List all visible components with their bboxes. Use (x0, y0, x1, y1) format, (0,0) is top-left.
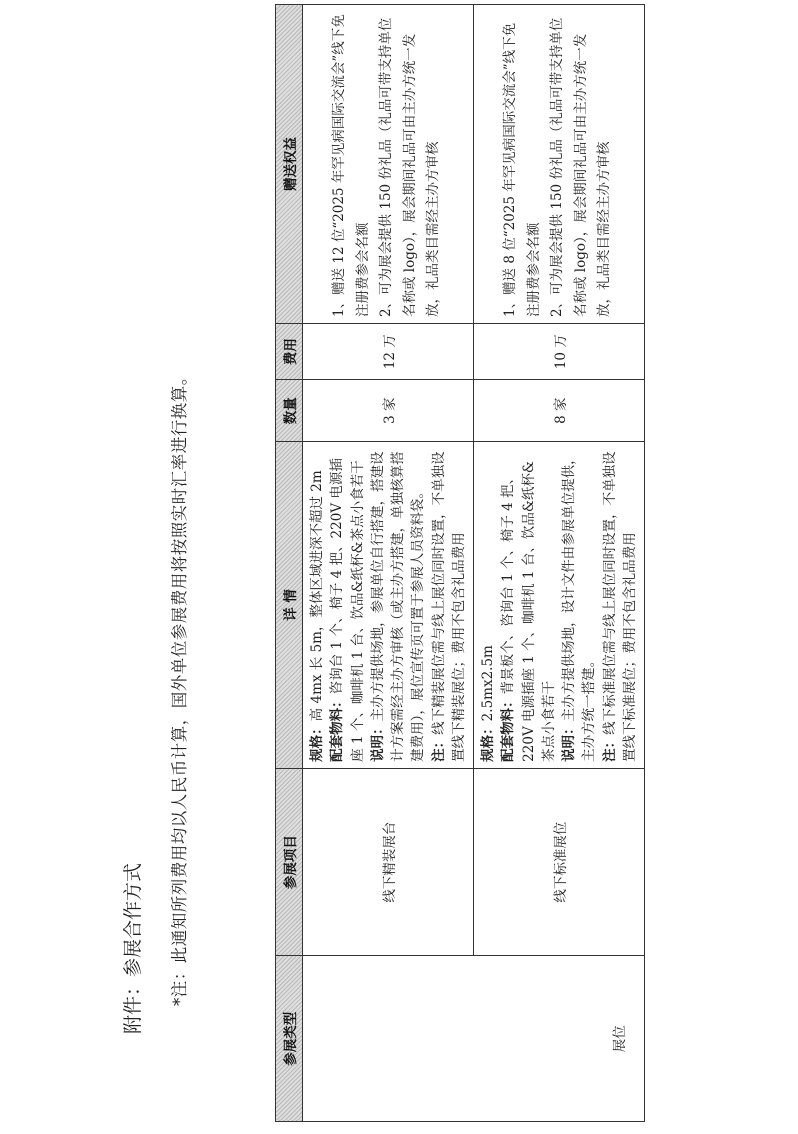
detail-line (368, 448, 429, 762)
qty-cell: 8 家 (474, 380, 645, 442)
rights-line: 1、赠送 8 位“2025 年罕见病国际交流会”线下免注册费参会名额 (501, 22, 542, 318)
rights-line: 1、赠送 12 位“2025 年罕见病国际交流会”线下免注册费参会名额 (330, 14, 371, 318)
detail-text: 2.5mx2.5m (480, 645, 496, 722)
detail-line (559, 448, 600, 762)
detail-label: 配套物料： (329, 694, 346, 762)
rights-cell (474, 5, 645, 324)
detail-text: 高 4mx 长 5m，整体区域进深不超过 2m (309, 470, 325, 722)
rights-cell (303, 5, 474, 324)
detail-line (478, 448, 498, 762)
header-rights: 赠送权益 (276, 5, 303, 324)
header-details: 详 情 (276, 442, 303, 769)
header-type: 参展类型 (276, 956, 303, 1122)
rights-line: 2、可为展会提供 150 份礼品（礼品可带支持单位名称或 logo），展会期间礼品可由主办方统一发放，礼品类目需经主办方审核 (549, 17, 613, 318)
header-qty: 数量 (276, 380, 303, 442)
participation-table (275, 4, 645, 1122)
detail-line (429, 448, 470, 762)
detail-text: 主办方提供场地，参展单位自行搭建，搭建设计方案需经主办方审核（或主办方搭建，单独核算搭建费用），展位宣传页可置于参展人员资料袋。 (369, 451, 427, 762)
rights-line: 2、可为展会提供 150 份礼品（礼品可带支持单位名称或 logo），展会期间礼品可由主办方统一发放，礼品类目需经主办方审核 (378, 17, 442, 318)
detail-line (600, 448, 641, 762)
table-row (303, 5, 474, 1122)
detail-label: 规格： (480, 721, 496, 762)
item-cell: 线下标准展位 (474, 768, 645, 956)
table-row (474, 5, 645, 1122)
detail-line (307, 448, 327, 762)
detail-label: 注： (601, 734, 618, 762)
detail-text: 线下精装展位需与线上展位同时设置，不单独设置线下精装展位；费用不包含礼品费用 (430, 451, 467, 762)
table-header-row (276, 5, 303, 1122)
detail-label: 规格： (309, 721, 325, 762)
detail-label: 注： (430, 734, 447, 762)
header-item: 参展项目 (276, 768, 303, 956)
type-cell (303, 956, 645, 1122)
header-fee: 费用 (276, 324, 303, 380)
detail-text: 背景板个、咨询台 1 个、椅子 4 把、220V 电源插座 1 个、咖啡机 1 台、饮品&纸杯&茶点小食若干 (500, 461, 557, 762)
details-cell (474, 442, 645, 769)
detail-line (498, 448, 559, 762)
page-title: 附件：参展合作方式 (122, 862, 144, 1034)
detail-text: 线下标准展位需与线上展位同时设置，不单独设置线下标准展位；费用不包含礼品费用 (601, 451, 638, 762)
detail-text: 咨询台 1 个、椅子 4 把、220V 电源插座 1 个、咖啡机 1 台、饮品&纸杯&茶点小食若干 (329, 458, 366, 762)
detail-line (327, 448, 368, 762)
fee-cell: 12 万 (303, 324, 474, 380)
type-label: 展位 (612, 1025, 628, 1053)
currency-note: *注：此通知所列费用均以人民币计算，国外单位参展费用将按照实时汇率进行换算。 (170, 368, 189, 1006)
detail-text: 主办方提供场地，设计文件由参展单位提供，主办方统一搭建。 (561, 451, 598, 762)
detail-label: 说明： (561, 721, 577, 762)
qty-cell: 3 家 (303, 380, 474, 442)
detail-label: 配套物料： (500, 694, 517, 762)
item-cell: 线下精装展台 (303, 768, 474, 956)
details-cell (303, 442, 474, 769)
fee-cell: 10 万 (474, 324, 645, 380)
detail-label: 说明： (369, 721, 386, 762)
